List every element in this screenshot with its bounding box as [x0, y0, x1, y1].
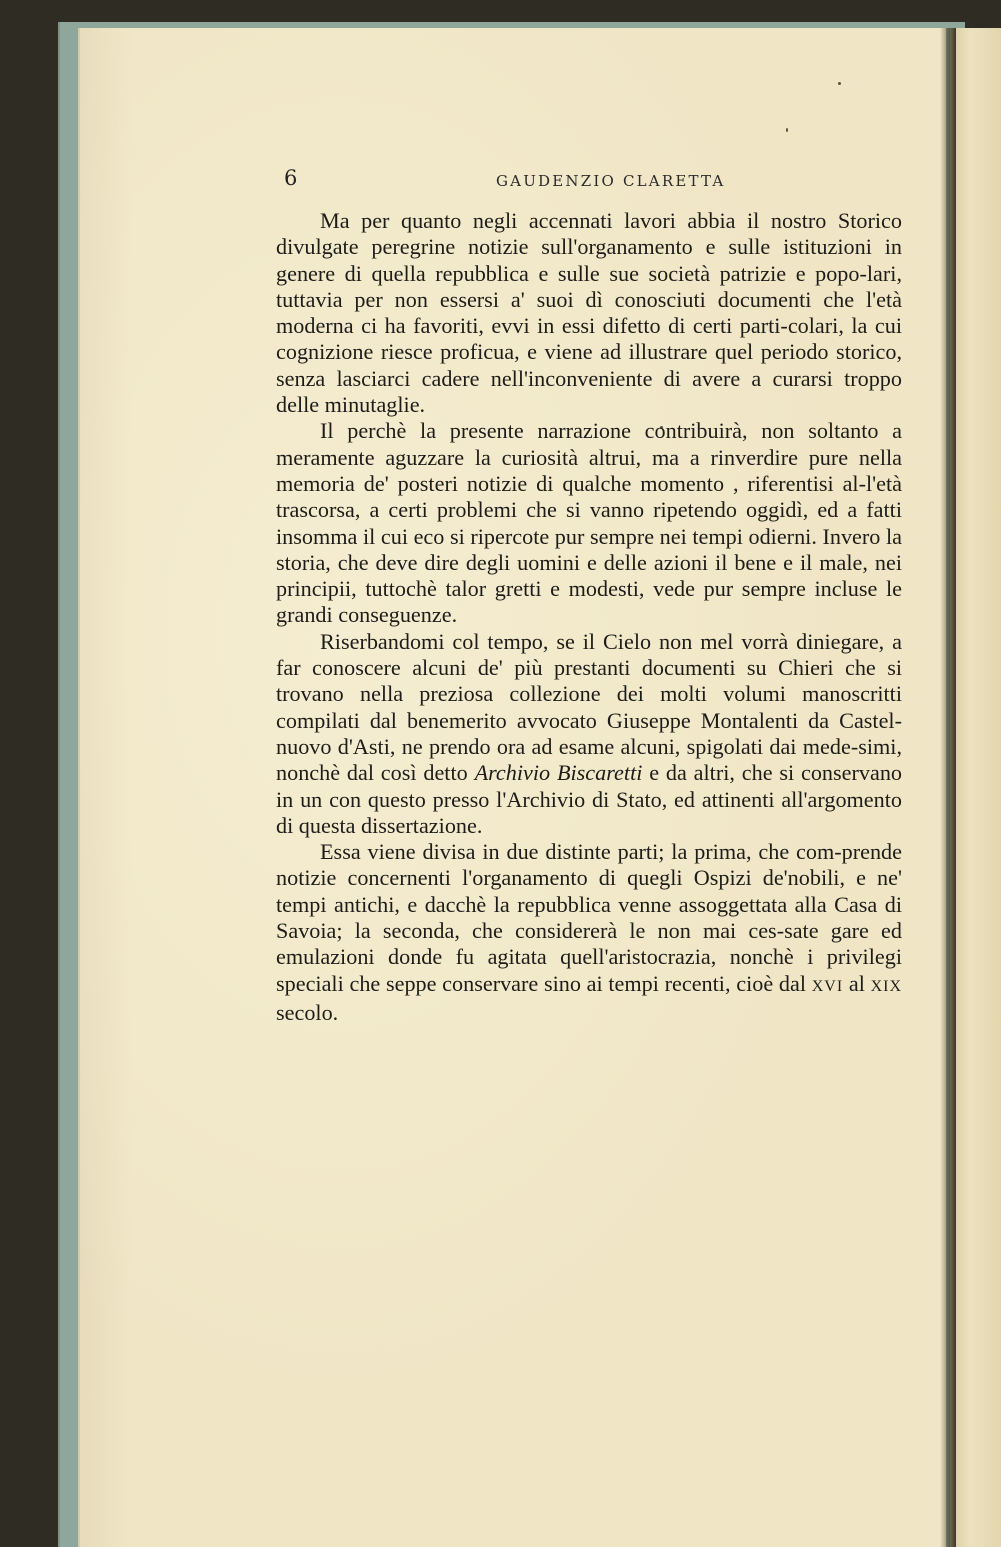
paragraph-4-text-b: al [848, 970, 865, 996]
page-number: 6 [284, 166, 298, 190]
paragraph-4-text-c: secolo. [276, 999, 339, 1025]
paragraph-3-text-b: e da altri, che si conservano in un con questo presso l'Archivio di Stato, ed attinenti all'argomento di questa dissertazione. [276, 760, 903, 838]
paragraph-4 [276, 839, 902, 1026]
paragraph-2: Il perchè la presente narrazione contribuirà, non soltanto a meramente aguzzare la curiosità altrui, ma a rinverdire pure nella memoria de' posteri notizie di qualche momento , riferentisi al-l'età trascorsa, a certi problemi che si vanno ripetendo oggidì, ed a fatti insomma il cui eco si ripercote pur sempre nei tempi odierni. Invero la storia, che deve dire degli uomini e delle azioni il bene e il male, nei principii, tuttochè talor gretti e modesti, vede pur sempre incluse le grandi conseguenze. [276, 418, 902, 628]
paper-speck [786, 128, 788, 132]
paper-speck [838, 82, 841, 85]
running-head: GAUDENZIO CLARETTA [496, 172, 726, 190]
paragraph-3-text-a: Riserbandomi col tempo, se il Cielo non mel vorrà diniegare, a far conoscere alcuni de' più prestanti documenti su Chieri che si trovano nella preziosa collezione dei molti volumi manoscritti compilati dal benemerito avvocato Giuseppe Montalenti da Castel-nuovo d'Asti, ne prendo ora ad esame alcuni, spigolati dai mede-simi, nonchè dal così detto [276, 628, 902, 786]
facing-page-edge [950, 28, 1001, 1547]
archive-title: Archivio Biscaretti [474, 760, 643, 786]
century-xvi: XVI [811, 977, 844, 995]
body-text [276, 208, 902, 1026]
paragraph-1: Ma per quanto negli accennati lavori abbia il nostro Storico divulgate peregrine notizie sull'organamento e sulle istituzioni in genere di quella repubblica e sulle sue società patrizie e popo-lari, tuttavia per non essersi a' suoi dì conosciuti documenti che l'età moderna ci ha favoriti, evvi in essi difetto di certi parti-colari, la cui cognizione riesce proficua, e viene ad illustrare quel periodo storico, senza lasciarci cadere nell'inconveniente di avere a curarsi troppo delle minutaglie. [276, 208, 902, 418]
gutter-shadow [940, 28, 956, 1547]
century-xix: XIX [870, 977, 903, 995]
paragraph-3 [276, 629, 902, 839]
paragraph-4-text-a: Essa viene divisa in due distinte parti; la prima, che com-prende notizie concernenti l'organamento di quegli Ospizi de'nobili, e ne' tempi antichi, e dacchè la repubblica venne assoggettata alla Casa di Savoia; la seconda, che considererà le non mai ces-sate gare ed emulazioni donde fu agitata quell'aristocrazia, nonchè i privilegi speciali che seppe conservare sino ai tempi recenti, cioè dal [276, 839, 902, 996]
